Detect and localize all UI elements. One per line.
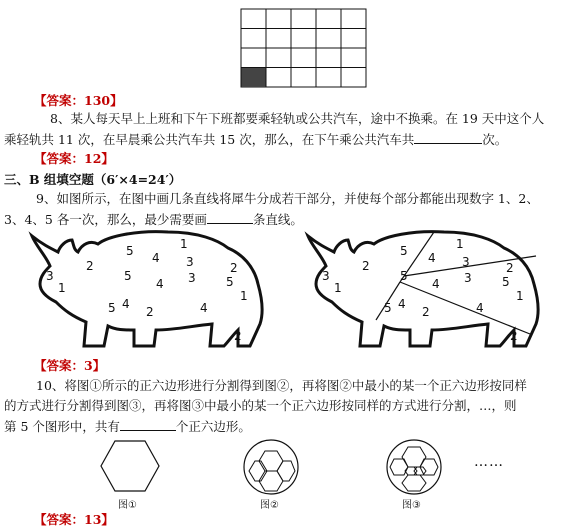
rhino-right-digit: 5 bbox=[384, 301, 392, 315]
rhino-left-digit: 2 bbox=[234, 329, 242, 343]
q9-line1: 9、如图所示，在图中画几条直线将犀牛分成若干部分，并使每个部分都能出现数字 1、2、 bbox=[36, 191, 539, 206]
rhino-right-digit: 4 bbox=[476, 301, 484, 315]
rhino-left-digit: 2 bbox=[86, 259, 94, 273]
rhino-right-digit: 5 bbox=[400, 244, 408, 258]
q8-line2-suffix: 次。 bbox=[482, 132, 508, 147]
rhino-right-digit: 1 bbox=[456, 237, 464, 251]
answer-q7: 【答案：130】 bbox=[34, 93, 123, 108]
q9-line2-suffix: 条直线。 bbox=[252, 212, 303, 227]
q10-line2: 的方式进行分割得到图③，再将图③中最小的某一个正六边形按同样的方式进行分割，…，则 bbox=[4, 398, 517, 413]
rhino-left-digit: 2 bbox=[230, 261, 238, 275]
rhino-right-digit: 5 bbox=[400, 269, 408, 283]
rhino-left-digit: 1 bbox=[58, 281, 66, 295]
rhino-right-digit: 2 bbox=[422, 305, 430, 319]
rhino-right-digit: 1 bbox=[516, 289, 524, 303]
rhino-left-digit: 5 bbox=[226, 275, 234, 289]
rhino-right-digit: 4 bbox=[432, 277, 440, 291]
section-title: 三、B 组填空题（6′×4=24′） bbox=[4, 172, 182, 187]
rhino-left-digit: 3 bbox=[46, 269, 54, 283]
rhino-right-figure bbox=[304, 226, 554, 356]
caption-figure-2: 图② bbox=[260, 500, 279, 511]
rhino-left-digit: 5 bbox=[126, 244, 134, 258]
rhino-right-digit: 3 bbox=[462, 255, 470, 269]
q9-line2-text: 3、4、5 各一次，那么，最少需要画 bbox=[4, 212, 207, 227]
rhino-right-digit: 2 bbox=[362, 259, 370, 273]
q9-answer-blank bbox=[207, 211, 253, 224]
rhino-right-digit: 5 bbox=[502, 275, 510, 289]
rhino-left-digit: 4 bbox=[200, 301, 208, 315]
rhino-left-digit: 3 bbox=[186, 255, 194, 269]
q10-line3-text: 第 5 个图形中，共有 bbox=[4, 419, 120, 434]
q10-line1: 10、将图①所示的正六边形进行分割得到图②，再将图②中最小的某一个正六边形按同样 bbox=[36, 378, 527, 393]
rhino-left-digit: 5 bbox=[108, 301, 116, 315]
q10-line3 bbox=[4, 418, 251, 435]
q10-line3-suffix: 个正六边形。 bbox=[175, 419, 251, 434]
caption-figure-3: 图③ bbox=[402, 500, 421, 511]
rhino-right-digit: 2 bbox=[510, 329, 518, 343]
q10-answer-blank bbox=[120, 418, 176, 431]
rhino-left-digit: 3 bbox=[188, 271, 196, 285]
rhino-left-digit: 4 bbox=[122, 297, 130, 311]
q8-answer-blank bbox=[414, 131, 482, 144]
answer-q10: 【答案：13】 bbox=[34, 512, 114, 527]
answer-q9: 【答案：3】 bbox=[34, 358, 106, 373]
caption-figure-1: 图① bbox=[118, 500, 137, 511]
grid-figure bbox=[240, 8, 370, 90]
hexagon-figure-1 bbox=[100, 440, 160, 492]
rhino-right-digit: 3 bbox=[464, 271, 472, 285]
q8-line1: 8、某人每天早上上班和下午下班都要乘轻轨或公共汽车，途中不换乘。在 19 天中这个人 bbox=[50, 111, 545, 126]
rhino-left-figure bbox=[28, 226, 278, 356]
rhino-right-digit: 3 bbox=[322, 269, 330, 283]
rhino-left-digit: 4 bbox=[156, 277, 164, 291]
q8-line2-text: 乘轻轨共 11 次，在早晨乘公共汽车共 15 次，那么，在下午乘公共汽车共 bbox=[4, 132, 415, 147]
rhino-left-digit: 1 bbox=[240, 289, 248, 303]
hexagon-figure-2 bbox=[242, 438, 300, 496]
rhino-right-digit: 4 bbox=[398, 297, 406, 311]
rhino-right-digit: 4 bbox=[428, 251, 436, 265]
rhino-left-digit: 4 bbox=[152, 251, 160, 265]
rhino-right-digit: 1 bbox=[334, 281, 342, 295]
answer-q8: 【答案：12】 bbox=[34, 151, 114, 166]
figure-ellipsis: …… bbox=[474, 454, 504, 470]
rhino-right-digit: 2 bbox=[506, 261, 514, 275]
rhino-left-digit: 2 bbox=[146, 305, 154, 319]
hexagon-figure-3 bbox=[385, 438, 443, 496]
q8-line2 bbox=[4, 131, 507, 148]
rhino-left-digit: 1 bbox=[180, 237, 188, 251]
shaded-cell bbox=[242, 68, 266, 87]
rhino-left-digit: 5 bbox=[124, 269, 132, 283]
